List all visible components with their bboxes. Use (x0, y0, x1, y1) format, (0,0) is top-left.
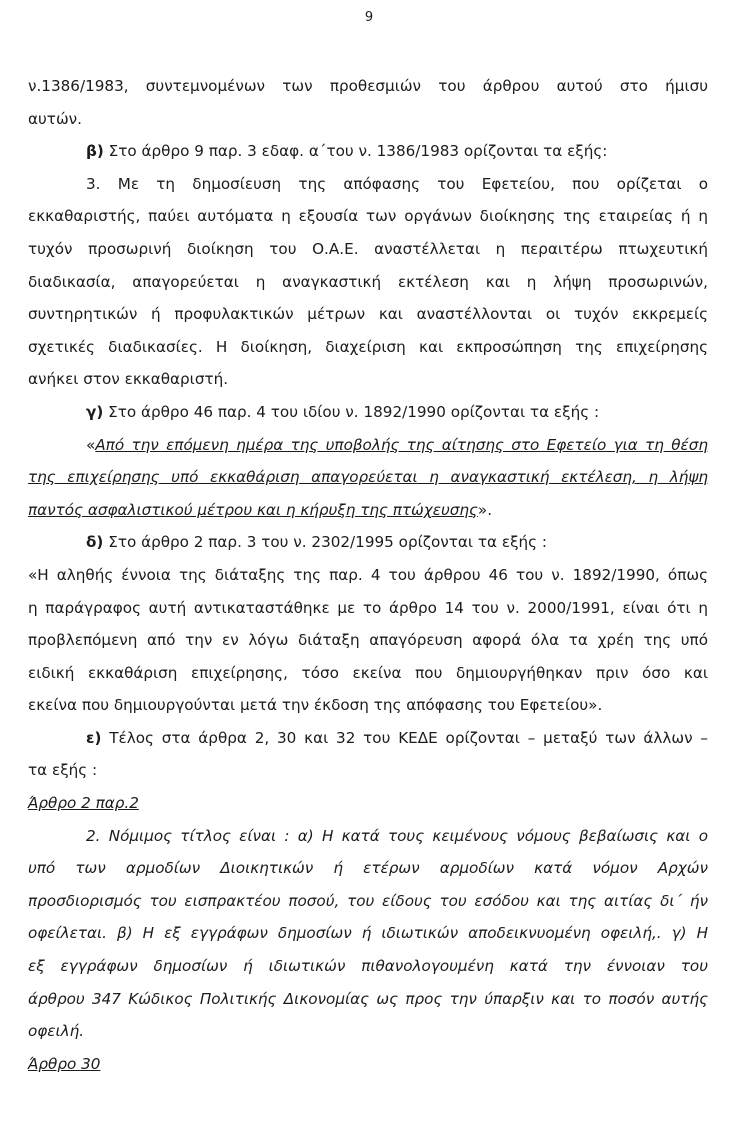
text-segment: ανήκει στον εκκαθαριστή. (28, 370, 229, 389)
text-segment: προβλεπόμενη από την εν λόγω διάταξη απαγόρευση αφορά όλα τα χρέη της υπό (28, 631, 708, 650)
text-line (28, 494, 708, 527)
text-segment: εκκαθαριστής, παύει αυτόματα η εξουσία των οργάνων διοίκησης της εταιρείας ή η (28, 207, 708, 226)
text-line (28, 722, 708, 755)
text-segment: Άρθρο 30 (28, 1054, 101, 1073)
text-segment: Τέλος στα άρθρα 2, 30 και 32 του ΚΕΔΕ ορίζονται – μεταξύ των άλλων – (101, 728, 708, 747)
text-line (28, 1015, 708, 1048)
text-segment: συντηρητικών ή προφυλακτικών μέτρων και αναστέλλονται οι τυχόν εκκρεμείς (28, 305, 708, 324)
text-segment: η παράγραφος αυτή αντικαταστάθηκε με το άρθρο 14 του ν. 2000/1991, είναι ότι η (28, 598, 708, 617)
text-segment: σχετικές διαδικασίες. Η διοίκηση, διαχείριση και εκπροσώπηση της επιχείρησης (28, 337, 708, 356)
text-segment: άρθρου 347 Κώδικος Πολιτικής Δικονομίας ως προς την ύπαρξιν και το ποσόν αυτής (28, 989, 708, 1008)
text-line (28, 526, 708, 559)
text-segment: οφείλεται. β) Η εξ εγγράφων δημοσίων ή ιδιωτικών αποδεικνυομένη οφειλή,. γ) Η (28, 924, 708, 943)
text-line (28, 885, 708, 918)
text-line (28, 233, 708, 266)
text-line (28, 983, 708, 1016)
text-segment: Στο άρθρο 9 παρ. 3 εδαφ. α΄του ν. 1386/1983 ορίζονται τα εξής: (103, 142, 608, 161)
text-segment: Άρθρο 2 παρ.2 (28, 794, 139, 813)
text-segment: τυχόν προσωρινή διοίκηση του Ο.Α.Ε. αναστέλλεται η περαιτέρω πτωχευτική (28, 239, 708, 258)
document-body (28, 70, 708, 1080)
text-line (28, 429, 708, 462)
text-segment: διαδικασία, απαγορεύεται η αναγκαστική εκτέλεση και η λήψη προσωρινών, (28, 272, 708, 291)
text-segment: τα εξής : (28, 761, 98, 780)
text-line (28, 820, 708, 853)
text-line (28, 559, 708, 592)
text-segment: εξ εγγράφων δημοσίων ή ιδιωτικών πιθανολογουμένη κατά την έννοιαν του (28, 957, 708, 976)
text-line (28, 787, 708, 820)
text-segment: ε) (86, 728, 102, 747)
text-segment: παντός ασφαλιστικού μέτρου και η κήρυξη της πτώχευσης (28, 500, 478, 519)
text-segment: προσδιορισμός του εισπρακτέου ποσού, του είδους του εσόδου και της αιτίας δι΄ ήν (28, 891, 708, 910)
text-line (28, 950, 708, 983)
text-line (28, 396, 708, 429)
text-line (28, 363, 708, 396)
text-segment: Στο άρθρο 2 παρ. 3 του ν. 2302/1995 ορίζονται τα εξής : (103, 533, 548, 552)
text-line (28, 135, 708, 168)
text-segment: της επιχείρησης υπό εκκαθάριση απαγορεύεται η αναγκαστική εκτέλεση, η λήψη (28, 468, 708, 487)
text-segment: ν.1386/1983, συντεμνομένων των προθεσμιών του άρθρου αυτού στο ήμισυ (28, 77, 708, 95)
text-segment: β) (86, 142, 104, 161)
text-segment: υπό των αρμοδίων Διοικητικών ή ετέρων αρμοδίων κατά νόμον Αρχών (28, 859, 708, 878)
text-line (28, 168, 708, 201)
text-segment: εκείνα που δημιουργούνται μετά την έκδοση της απόφασης του Εφετείου». (28, 696, 603, 715)
text-line (28, 852, 708, 885)
text-segment: οφειλή. (28, 1022, 85, 1041)
text-segment: δ) (86, 533, 104, 552)
text-line (28, 70, 708, 103)
text-line (28, 754, 708, 787)
text-segment: ειδική εκκαθάριση επιχείρησης, τόσο εκείνα που δημιουργήθηκαν πριν όσο και (28, 663, 708, 682)
text-line (28, 298, 708, 331)
text-segment: ». (477, 500, 493, 519)
text-line (28, 624, 708, 657)
text-segment: 2. Νόμιμος τίτλος είναι : α) Η κατά τους κειμένους νόμους βεβαίωσις και ο (86, 826, 708, 845)
text-line (28, 689, 708, 722)
text-line (28, 266, 708, 299)
text-line (28, 200, 708, 233)
text-line (28, 657, 708, 690)
text-segment: 3. Με τη δημοσίευση της απόφασης του Εφετείου, που ορίζεται ο (86, 174, 708, 193)
text-segment: «Η αληθής έννοια της διάταξης της παρ. 4 του άρθρου 46 του ν. 1892/1990, όπως (28, 565, 708, 584)
text-segment: αυτών. (28, 109, 82, 128)
text-line (28, 461, 708, 494)
text-line (28, 917, 708, 950)
text-line (28, 592, 708, 625)
text-segment: Από την επόμενη ημέρα της υποβολής της αίτησης στο Εφετείο για τη θέση (95, 435, 708, 454)
text-segment: γ) (86, 402, 104, 421)
page-number: 9 (364, 10, 374, 25)
text-segment: Στο άρθρο 46 παρ. 4 του ιδίου ν. 1892/1990 ορίζονται τα εξής : (103, 402, 600, 421)
text-line (28, 103, 708, 136)
text-line (28, 1048, 708, 1081)
text-segment: « (86, 435, 96, 454)
text-line (28, 331, 708, 364)
